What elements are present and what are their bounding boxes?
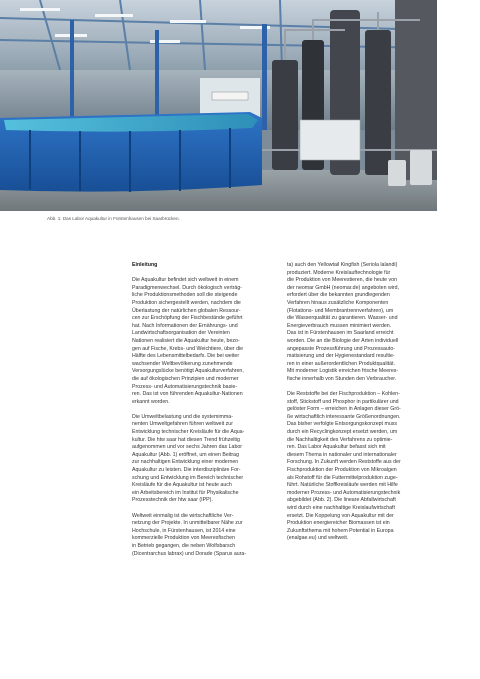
text-line: führt. Natürliche Stoffkreisläufe werden mit Hilfe (287, 482, 398, 489)
text-line: (Flotations- und Membrantrennverfahren), um (287, 307, 394, 314)
text-line: die Nachhaltigkeit des Verfahrens zu optimie- (287, 436, 393, 443)
text-line: Die Aquakultur befindet sich weltweit in einem (132, 277, 239, 284)
text-line: Das bisher verfolgte Entsorgungskonzept muss (287, 421, 398, 428)
text-line: (Dicentrarchus labrax) und Dorade (Sparus aura- (132, 550, 247, 557)
text-line: Weltweit einmalig ist die wirtschaftliche Ver- (132, 512, 234, 519)
text-line: Aquakultur (Abb. 1) eröffnet, um einen Beitrag (132, 451, 240, 458)
text-line: kommerzielle Produktion von Meeresfischen (132, 535, 236, 542)
paragraph (287, 262, 439, 384)
text-line: ren. Das Labor Aquakultur befasst sich mit (287, 444, 386, 451)
storage-tanks (388, 150, 432, 186)
text-line: Produktion energiereicher Biomassen ist ein (287, 520, 390, 527)
paragraph (132, 414, 284, 505)
text-line: abgebildet (Abb. 2). Die lineare Abfallwirtschaft (287, 497, 396, 504)
paragraph (287, 391, 439, 543)
text-line: angepasste Prozessführung und Prozessauto- (287, 345, 395, 352)
text-line: der neomar GmbH (neomar.de) angeboten wird, (287, 284, 400, 291)
control-cabinet (300, 120, 360, 160)
text-line: Fischproduktion der Produktion von Mikroalgen (287, 467, 397, 474)
text-line: die Produktion von Meerestieren, die heute von (287, 277, 398, 284)
text-line: cen zur Erschöpfung der Fischbestände geführt (132, 315, 243, 322)
article-column-right (287, 262, 439, 543)
text-line: ße wirtschaftlich interessante Größenordnungen. (287, 413, 401, 420)
text-line: erfordert über die bekannten grundlegenden (287, 292, 390, 299)
text-line: Kreisläufe für die Aquakultur ist heute auch (132, 482, 232, 489)
text-line: in Betrieb gegangen, die neben Wolfsbarsch (132, 542, 236, 549)
text-line: wird durch eine nachhaltige Kreislaufwirtschaft (287, 505, 395, 511)
text-line: diesem Thema in nationaler und internationaler (287, 451, 397, 458)
text-line: Landwirtschaftsorganisation der Vereinten (132, 330, 230, 337)
text-line: Produktion sichergestellt werden, nachdem die (132, 299, 241, 306)
text-line: Die Reststoffe bei der Fischproduktion – Kohlen- (287, 391, 400, 398)
article-column-left (132, 262, 284, 558)
text-line: Prozess- und Automatisierungstechnik basie- (132, 383, 238, 390)
text-line: Zukunftsthema mit hohem Potential in Europa (287, 527, 394, 534)
text-line: matisierung und der Hygienestandard resultie- (287, 353, 395, 360)
text-line: ersetzt. Die Koppelung von Aquakultur mit der (287, 512, 394, 519)
wall-sign (212, 92, 248, 100)
text-line: durch ein Recyclingkonzept ersetzt werden, um (287, 429, 398, 436)
text-line: Forschung. In Zukunft werden Reststoffe aus der (287, 459, 401, 466)
text-line: (enalgae.eu) und weltweit. (287, 535, 349, 542)
text-line: Hochschule, in Fürstenhausen, ist 2014 eine (132, 527, 236, 534)
text-line: schung und Entwicklung im Bereich technischer (132, 474, 244, 481)
text-line: moderner Prozess- und Automatisierungstechnik (287, 489, 401, 496)
paragraph-gap (132, 505, 284, 513)
text-line: produziert. Moderne Kreislauftechnologie für (287, 269, 391, 276)
text-line: worden. Die an die Biologie der Arten individuell (287, 337, 399, 344)
paragraph-gap (287, 384, 439, 392)
text-line: liche Produktionsmethoden soll die steigende (132, 292, 238, 299)
text-line: ein Arbeitsbereich im Institut für Physikalische (132, 489, 239, 496)
text-line: nenten Umweltgefahren führen weltweit zur (132, 421, 233, 428)
aquaculture-lab-illustration (0, 0, 437, 211)
spacer (132, 270, 284, 278)
aquaculture-lab-photo (0, 0, 437, 211)
text-line: fische innerhalb von Stunden den Verbraucher. (287, 375, 397, 382)
text-line: ta) auch den Yellowtail Kingfish (Seriola lalandi) (287, 262, 398, 268)
paragraph (132, 513, 284, 559)
text-line: die auf ökologischen Prinzipien und moderner (132, 375, 239, 382)
text-line: kultur. Die htw saar hat diesen Trend frühzeitig (132, 436, 240, 443)
text-line: stoff, Stickstoff und Phosphor in partikulärer und (287, 398, 399, 405)
filter-column-1 (272, 60, 298, 170)
text-line: Mit moderner Logistik erreichen frische Meeres- (287, 368, 399, 375)
text-line: gelöster Form – erreichen in Anlagen dieser Grö- (287, 406, 401, 413)
text-line: Aquakultur zu leisten. Die interdisziplinäre For- (132, 467, 241, 474)
paragraph (132, 277, 284, 406)
text-line: Verfahren hinaus zusätzliche Komponenten (287, 299, 389, 306)
text-line: Die Umweltbelastung und die systemimma- (132, 413, 233, 420)
text-line: gen auf Fische, Krebs- und Weichtiere, über die (132, 345, 244, 352)
text-line: wachsender Weltbevölkerung zunehmende (132, 360, 233, 367)
section-heading: Einleitung (132, 262, 158, 268)
text-line: Überlastung der natürlichen globalen Ressour- (132, 307, 241, 314)
text-line: aufgenommen und vor sechs Jahren das Labor (132, 444, 243, 451)
text-line: Entwicklung technischer Kreisläufe für die Aqua- (132, 429, 245, 436)
text-line: erkannt worden. (132, 398, 170, 405)
text-line: die Wasserqualität zu garantieren. Wasser- und (287, 315, 398, 322)
text-line: Hälfte des Lebensmittelbedarfs. Die bei weiter (132, 353, 240, 360)
text-line: als Rohstoff für die Futtermittelproduktion zuge- (287, 474, 398, 481)
filter-column-4 (365, 30, 391, 175)
text-line: Das ist in Fürstenhausen im Saarland erreicht (287, 330, 394, 337)
text-line: Prozesstechnik der htw saar (IPP). (132, 497, 213, 504)
text-line: Versorgungslücke benötigt Aquakulturverfahren, (132, 368, 244, 375)
text-line: zur nachhaltigen Entwicklung einer modernen (132, 459, 239, 466)
text-line: hat. Nach Informationen der Ernährungs- und (132, 322, 238, 329)
text-line: Paradigmenwechsel. Durch ökologisch verträg- (132, 284, 243, 291)
text-line: ren. Das ist von führenden Aquakultur-Nationen (132, 391, 243, 398)
figure-caption: Abb. 1: Das Labor Aquakultur in Fürstenhausen bei Saarbrücken. (47, 216, 180, 221)
text-line: ren in einer außerordentlichen Produktqualität. (287, 360, 395, 367)
text-line: Energieverbrauch mussen minimiert werden. (287, 322, 392, 329)
text-line: netzung der Projekte. In unmittelbarer Nähe zur (132, 520, 243, 527)
paragraph-gap (132, 406, 284, 414)
text-line: Nationen realisiert die Aquakultur heute, bezo- (132, 337, 240, 344)
